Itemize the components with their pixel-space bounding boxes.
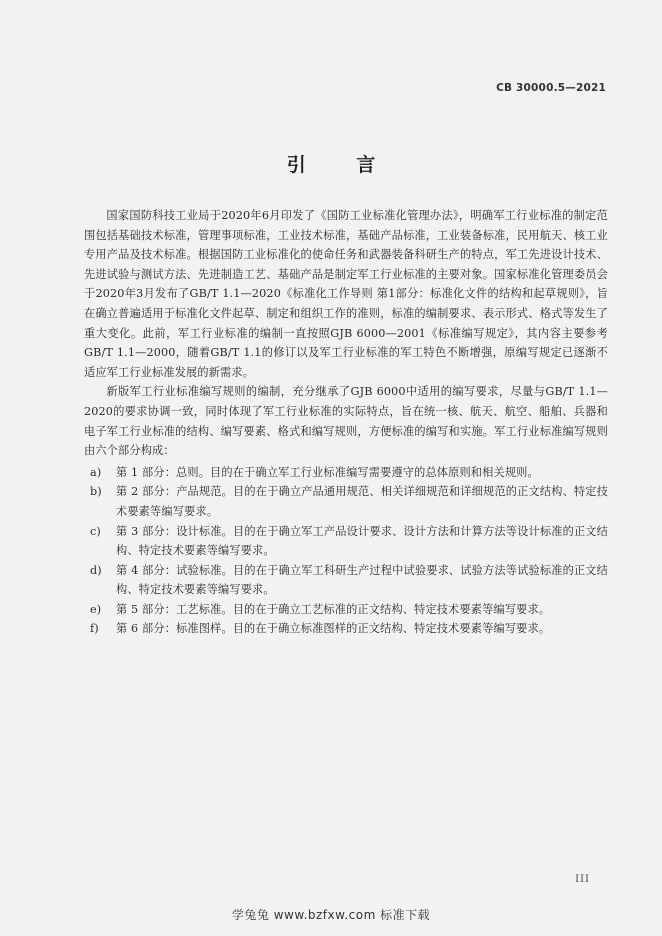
list-item-text: 第 5 部分：工艺标准。目的在于确立工艺标准的正文结构、特定技术要素等编写要求。: [116, 602, 551, 616]
list-item-label: c): [90, 524, 101, 538]
list-item-label: f): [90, 622, 99, 636]
list-item: [84, 482, 608, 521]
list-item-label: d): [90, 563, 102, 577]
list-item: [84, 522, 608, 561]
list-item-label: b): [90, 485, 102, 499]
page-number: III: [575, 874, 590, 885]
list-item: [84, 600, 608, 620]
list-item: [84, 619, 608, 639]
list-item-label: e): [90, 602, 102, 616]
paragraph-2: 新版军工行业标准编写规则的编制，充分继承了GJB 6000中适用的编写要求，尽量与GB/T 1.1—2020的要求协调一致，同时体现了军工行业标准的实际特点，旨在统一核、航天、航空、船舶、兵器和电子军工行业标准的结构、编写要素、格式和编写规则，方便标准的编写和实施。军工行业标准编写规则由六个部分构成：: [84, 385, 608, 458]
list-item-text: 第 4 部分：试验标准。目的在于确立军工科研生产过程中试验要求、试验方法等试验标准的正文结构、特定技术要素等编写要求。: [116, 563, 608, 597]
list-item: [84, 561, 608, 600]
list-item-label: a): [90, 465, 102, 479]
paragraph-1: 国家国防科技工业局于2020年6月印发了《国防工业标准化管理办法》，明确军工行业标准的制定范围包括基础技术标准，管理事项标准，工业技术标准，基础产品标准，工业装备标准，民用航天、核工业专用产品及技术标准。根据国防工业标准化的使命任务和武器装备科研生产的特点，军工先进设计技术、先进试验与测试方法、先进制造工艺、基础产品是制定军工行业标准的主要对象。国家标准化管理委员会于2020年3月发布了GB/T 1.1—2020《标准化工作导则 第1部分：标准化文件的结构和起草规则》，旨在确立普遍适用于标准化文件起草、制定和组织工作的准则，标准的编制要求、表示形式、格式等发生了重大变化。此前，军工行业标准的编制一直按照GJB 6000—2001《标准编写规定》，其内容主要参考GB/T 1.1—2000，随着GB/T 1.1的修订以及军工行业标准的军工特色不断增强，原编写规定已逐渐不适应军工行业标准发展的新需求。: [84, 209, 608, 379]
list-item: [84, 463, 608, 483]
list-item-text: 第 3 部分：设计标准。目的在于确立军工产品设计要求、设计方法和计算方法等设计标准的正文结构、特定技术要素等编写要求。: [116, 524, 608, 558]
standard-code: CB 30000.5—2021: [496, 82, 606, 94]
list-item-text: 第 1 部分：总则。目的在于确立军工行业标准编写需要遵守的总体原则和相关规则。: [116, 465, 539, 479]
list-item-text: 第 2 部分：产品规范。目的在于确立产品通用规范、相关详细规范和详细规范的正文结构、特定技术要素等编写要求。: [116, 485, 608, 518]
list-item-text: 第 6 部分：标准图样。目的在于确立标准图样的正文结构、特定技术要素等编写要求。: [116, 622, 551, 636]
watermark-text: 学兔兔 www.bzfxw.com 标准下载: [231, 908, 431, 922]
parts-list: [84, 463, 608, 639]
section-title: 引 言: [286, 154, 398, 176]
body-text: [84, 206, 608, 639]
